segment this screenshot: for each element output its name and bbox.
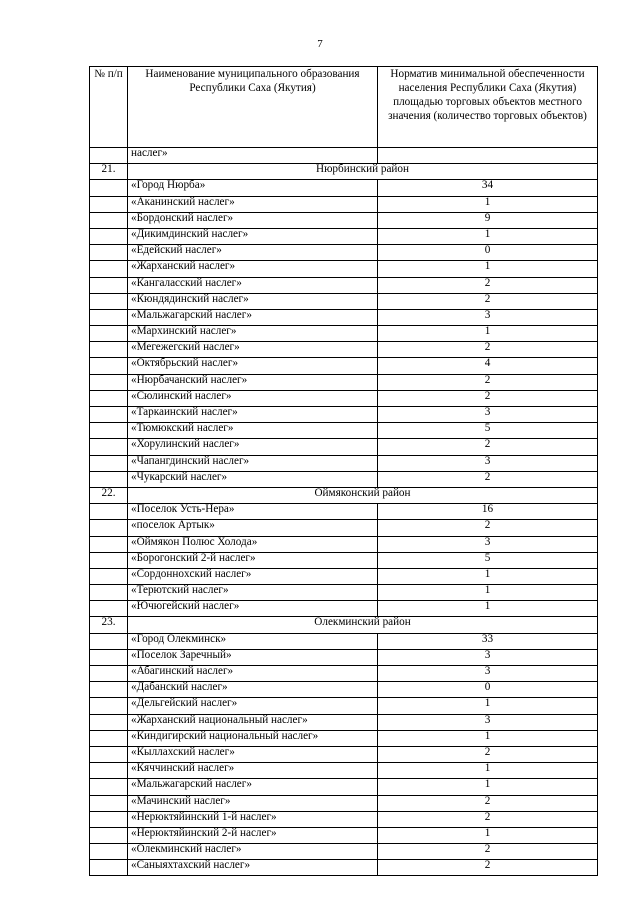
row-number-cell	[90, 714, 128, 730]
row-number-cell	[90, 277, 128, 293]
table-row	[90, 633, 598, 649]
table-row	[90, 228, 598, 244]
row-number-cell	[90, 536, 128, 552]
row-number-cell	[90, 666, 128, 682]
row-number-cell	[90, 585, 128, 601]
norm-value: 1	[378, 196, 598, 212]
district-row	[90, 617, 598, 633]
header-num: № п/п	[90, 67, 128, 148]
municipality-name: «Дельгейский наслег»	[128, 698, 378, 714]
municipality-name: «Чапангдинский наслег»	[128, 455, 378, 471]
table-row	[90, 585, 598, 601]
header-norm: Норматив минимальной обеспеченности населения Республики Саха (Якутия) площадью торговых объектов местного значения (количество торговых объектов)	[378, 67, 598, 148]
norm-value: 1	[378, 568, 598, 584]
municipality-name: «Терютский наслег»	[128, 585, 378, 601]
table-header-row	[90, 67, 598, 148]
table-row	[90, 844, 598, 860]
municipality-name: «Ючюгейский наслег»	[128, 601, 378, 617]
row-number-cell	[90, 552, 128, 568]
norm-value: 2	[378, 520, 598, 536]
municipality-name: «Тюмюкский наслег»	[128, 423, 378, 439]
header-name: Наименование муниципального образования Республики Саха (Якутия)	[128, 67, 378, 148]
norm-value: 33	[378, 633, 598, 649]
municipality-name: «Чукарский наслег»	[128, 471, 378, 487]
norm-value: 3	[378, 666, 598, 682]
table-row	[90, 666, 598, 682]
municipality-name: «Кыллахский наслег»	[128, 746, 378, 762]
municipality-name: «Нерюктяйинский 1-й наслег»	[128, 811, 378, 827]
table-row	[90, 714, 598, 730]
table-row	[90, 649, 598, 665]
norm-value: 2	[378, 471, 598, 487]
norm-value: 1	[378, 827, 598, 843]
norm-value: 1	[378, 601, 598, 617]
table-row	[90, 698, 598, 714]
row-number-cell	[90, 358, 128, 374]
table-row	[90, 746, 598, 762]
norm-value: 5	[378, 423, 598, 439]
norm-value: 1	[378, 326, 598, 342]
row-number-cell	[90, 293, 128, 309]
norm-value: 1	[378, 779, 598, 795]
norm-value: 3	[378, 714, 598, 730]
norm-value: 0	[378, 682, 598, 698]
row-number-cell	[90, 245, 128, 261]
table-row	[90, 196, 598, 212]
district-number: 23.	[90, 617, 128, 633]
table-row	[90, 374, 598, 390]
norm-value: 1	[378, 763, 598, 779]
table-row	[90, 552, 598, 568]
continuation-num	[90, 148, 128, 164]
row-number-cell	[90, 633, 128, 649]
norm-value: 9	[378, 212, 598, 228]
municipality-name: «Кюндядинский наслег»	[128, 293, 378, 309]
municipality-name: «Дикимдинский наслег»	[128, 228, 378, 244]
municipality-name: «Нерюктяйинский 2-й наслег»	[128, 827, 378, 843]
row-number-cell	[90, 649, 128, 665]
table-row	[90, 309, 598, 325]
table-body	[90, 148, 598, 876]
municipality-name: «Абагинский наслег»	[128, 666, 378, 682]
row-number-cell	[90, 261, 128, 277]
norm-value: 4	[378, 358, 598, 374]
page-number: 7	[317, 38, 323, 50]
row-number-cell	[90, 423, 128, 439]
row-number-cell	[90, 309, 128, 325]
municipality-name: «Мегежегский наслег»	[128, 342, 378, 358]
municipality-name: «Аканинский наслег»	[128, 196, 378, 212]
row-number-cell	[90, 844, 128, 860]
table-row	[90, 212, 598, 228]
table-row	[90, 358, 598, 374]
municipality-name: «Мальжагарский наслег»	[128, 309, 378, 325]
district-name: Нюрбинский район	[128, 164, 598, 180]
row-number-cell	[90, 455, 128, 471]
municipality-name: «Мачинский наслег»	[128, 795, 378, 811]
municipality-name: «Сюлинский наслег»	[128, 390, 378, 406]
norm-value: 3	[378, 309, 598, 325]
norm-value: 16	[378, 504, 598, 520]
table-row	[90, 795, 598, 811]
municipality-name: «Дабанский наслег»	[128, 682, 378, 698]
municipality-name: «Борогонский 2-й наслег»	[128, 552, 378, 568]
table-row	[90, 811, 598, 827]
norm-value: 2	[378, 293, 598, 309]
row-number-cell	[90, 228, 128, 244]
row-number-cell	[90, 504, 128, 520]
norm-value: 2	[378, 277, 598, 293]
table-row	[90, 245, 598, 261]
norm-value: 2	[378, 374, 598, 390]
municipality-name: «Город Олекминск»	[128, 633, 378, 649]
norm-value: 1	[378, 585, 598, 601]
table-row	[90, 471, 598, 487]
table-row	[90, 601, 598, 617]
row-number-cell	[90, 568, 128, 584]
row-number-cell	[90, 374, 128, 390]
table-row	[90, 261, 598, 277]
norm-value: 2	[378, 795, 598, 811]
norm-value: 2	[378, 811, 598, 827]
district-name: Олекминский район	[128, 617, 598, 633]
table-row	[90, 568, 598, 584]
municipality-name: «Олекминский наслег»	[128, 844, 378, 860]
norm-value: 2	[378, 342, 598, 358]
row-number-cell	[90, 390, 128, 406]
row-number-cell	[90, 827, 128, 843]
municipality-name: «Поселок Заречный»	[128, 649, 378, 665]
row-number-cell	[90, 795, 128, 811]
municipality-name: «Оймякон Полюс Холода»	[128, 536, 378, 552]
municipality-name: «Саныяхтахский наслег»	[128, 860, 378, 876]
norm-value: 2	[378, 439, 598, 455]
norm-value: 1	[378, 228, 598, 244]
continuation-row	[90, 148, 598, 164]
row-number-cell	[90, 763, 128, 779]
norm-value: 34	[378, 180, 598, 196]
norm-value: 1	[378, 261, 598, 277]
municipality-name: «Киндигирский национальный наслег»	[128, 730, 378, 746]
row-number-cell	[90, 471, 128, 487]
row-number-cell	[90, 860, 128, 876]
municipality-name: «Город Нюрба»	[128, 180, 378, 196]
norm-value: 1	[378, 698, 598, 714]
district-row	[90, 164, 598, 180]
table-row	[90, 504, 598, 520]
table-row	[90, 730, 598, 746]
row-number-cell	[90, 180, 128, 196]
row-number-cell	[90, 520, 128, 536]
row-number-cell	[90, 730, 128, 746]
row-number-cell	[90, 682, 128, 698]
norm-value: 0	[378, 245, 598, 261]
row-number-cell	[90, 407, 128, 423]
table-row	[90, 326, 598, 342]
continuation-name: наслег»	[128, 148, 378, 164]
table-row	[90, 763, 598, 779]
row-number-cell	[90, 698, 128, 714]
municipality-name: «Нюрбачанский наслег»	[128, 374, 378, 390]
table-row	[90, 390, 598, 406]
table-row	[90, 827, 598, 843]
norm-value: 3	[378, 455, 598, 471]
municipality-name: «Жарханский национальный наслег»	[128, 714, 378, 730]
norm-value: 5	[378, 552, 598, 568]
table-row	[90, 277, 598, 293]
table-row	[90, 439, 598, 455]
municipality-name: «Жарханский наслег»	[128, 261, 378, 277]
table-row	[90, 455, 598, 471]
table-row	[90, 342, 598, 358]
municipality-name: «Бордонский наслег»	[128, 212, 378, 228]
table-row	[90, 520, 598, 536]
municipality-name: «Хорулинский наслег»	[128, 439, 378, 455]
row-number-cell	[90, 212, 128, 228]
municipality-name: «Сордонноxский наслег»	[128, 568, 378, 584]
continuation-value	[378, 148, 598, 164]
municipality-name: «поселок Артык»	[128, 520, 378, 536]
norm-value: 3	[378, 649, 598, 665]
municipality-name: «Едейский наслег»	[128, 245, 378, 261]
norm-value: 2	[378, 390, 598, 406]
district-number: 21.	[90, 164, 128, 180]
municipality-name: «Мархинский наслег»	[128, 326, 378, 342]
row-number-cell	[90, 779, 128, 795]
table-row	[90, 682, 598, 698]
table-row	[90, 779, 598, 795]
municipality-name: «Поселок Усть-Нера»	[128, 504, 378, 520]
row-number-cell	[90, 811, 128, 827]
row-number-cell	[90, 601, 128, 617]
district-number: 22.	[90, 487, 128, 503]
norm-value: 1	[378, 730, 598, 746]
municipality-name: «Октябрьский наслег»	[128, 358, 378, 374]
norm-value: 3	[378, 536, 598, 552]
table-row	[90, 536, 598, 552]
table-row	[90, 293, 598, 309]
row-number-cell	[90, 746, 128, 762]
row-number-cell	[90, 439, 128, 455]
district-row	[90, 487, 598, 503]
table-row	[90, 407, 598, 423]
row-number-cell	[90, 326, 128, 342]
district-name: Оймяконский район	[128, 487, 598, 503]
table-row	[90, 423, 598, 439]
norm-value: 2	[378, 746, 598, 762]
municipality-name: «Мальжагарский наслег»	[128, 779, 378, 795]
norm-value: 2	[378, 844, 598, 860]
norm-value: 2	[378, 860, 598, 876]
municipality-name: «Таркаинский наслег»	[128, 407, 378, 423]
norm-table	[89, 66, 598, 876]
row-number-cell	[90, 196, 128, 212]
table-row	[90, 860, 598, 876]
row-number-cell	[90, 342, 128, 358]
municipality-name: «Кангаласский наслег»	[128, 277, 378, 293]
norm-value: 3	[378, 407, 598, 423]
municipality-name: «Кяччинский наслег»	[128, 763, 378, 779]
table-row	[90, 180, 598, 196]
